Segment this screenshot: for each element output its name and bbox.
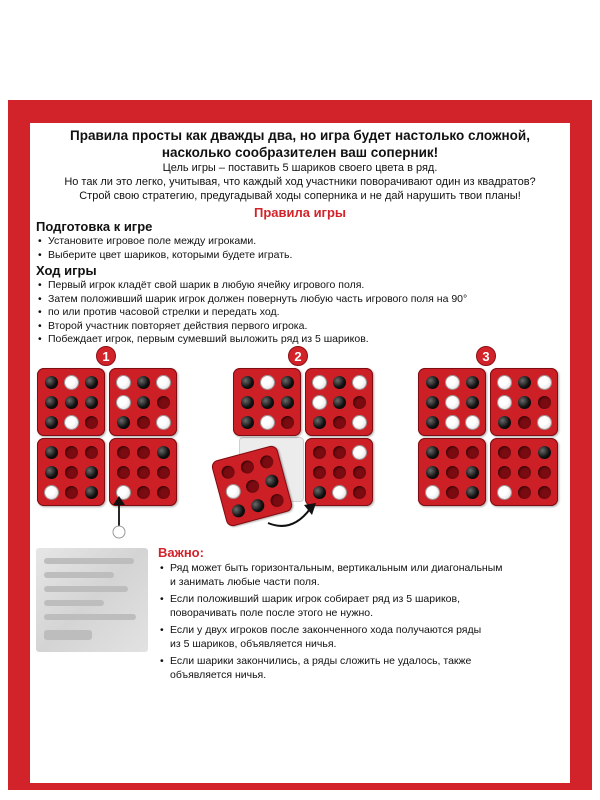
white-ball bbox=[261, 416, 274, 429]
board-cell bbox=[462, 442, 482, 462]
black-ball bbox=[65, 396, 78, 409]
step1-quadrant-1 bbox=[37, 368, 105, 436]
board-cell bbox=[422, 372, 442, 392]
board-cell bbox=[133, 372, 153, 392]
empty-hole bbox=[85, 446, 98, 459]
step3-quadrant-4 bbox=[490, 438, 558, 506]
board-cell bbox=[309, 412, 329, 432]
board-cell bbox=[514, 482, 534, 502]
empty-hole bbox=[538, 396, 551, 409]
black-ball bbox=[45, 376, 58, 389]
list-item: • Первый игрок кладёт свой шарик в любую ячейку игрового поля. bbox=[36, 279, 467, 293]
board-cell bbox=[442, 412, 462, 432]
prep-heading: Подготовка к игре bbox=[36, 219, 153, 234]
list-item bbox=[158, 655, 558, 682]
board-cell bbox=[81, 462, 101, 482]
important-heading: Важно: bbox=[158, 545, 204, 560]
black-ball bbox=[518, 376, 531, 389]
board-cell bbox=[41, 372, 61, 392]
white-ball bbox=[466, 416, 479, 429]
board-cell bbox=[462, 412, 482, 432]
list-item-line: из 5 шариков, объявляется ничья. bbox=[170, 637, 337, 650]
board-cell bbox=[349, 392, 369, 412]
empty-hole bbox=[137, 486, 150, 499]
board-cell bbox=[534, 392, 554, 412]
empty-hole bbox=[220, 464, 236, 480]
white-ball bbox=[446, 376, 459, 389]
empty-hole bbox=[65, 446, 78, 459]
black-ball bbox=[426, 416, 439, 429]
board-cell bbox=[61, 462, 81, 482]
empty-hole bbox=[446, 446, 459, 459]
white-ball bbox=[446, 416, 459, 429]
black-ball bbox=[426, 446, 439, 459]
white-ball bbox=[157, 416, 170, 429]
empty-hole bbox=[518, 486, 531, 499]
board-cell bbox=[349, 442, 369, 462]
empty-hole bbox=[446, 466, 459, 479]
board-cell bbox=[514, 442, 534, 462]
black-ball bbox=[498, 416, 511, 429]
board-cell bbox=[257, 412, 277, 432]
empty-hole bbox=[353, 486, 366, 499]
board-cell bbox=[133, 392, 153, 412]
black-ball bbox=[518, 396, 531, 409]
board-cell bbox=[133, 462, 153, 482]
list-item-line: Если положивший шарик игрок собирает ряд из 5 шариков, bbox=[170, 593, 461, 605]
white-ball bbox=[333, 486, 346, 499]
board-cell bbox=[81, 372, 101, 392]
empty-hole bbox=[313, 446, 326, 459]
white-ball bbox=[353, 376, 366, 389]
board-cell bbox=[41, 442, 61, 462]
white-ball bbox=[65, 416, 78, 429]
step-2-badge: 2 bbox=[288, 346, 308, 366]
board-cell bbox=[494, 392, 514, 412]
empty-hole bbox=[137, 446, 150, 459]
black-ball bbox=[263, 473, 279, 489]
board-cell bbox=[442, 442, 462, 462]
board-cell bbox=[442, 392, 462, 412]
black-ball bbox=[157, 446, 170, 459]
empty-hole bbox=[333, 446, 346, 459]
list-item-line: Если шарики закончились, а ряды сложить не удалось, также bbox=[170, 655, 472, 667]
black-ball bbox=[261, 396, 274, 409]
board-cell bbox=[309, 372, 329, 392]
board-cell bbox=[237, 412, 257, 432]
board-cell bbox=[113, 412, 133, 432]
board-cell bbox=[61, 482, 81, 502]
white-ball bbox=[313, 376, 326, 389]
list-item bbox=[158, 624, 558, 651]
empty-hole bbox=[333, 466, 346, 479]
list-item bbox=[36, 306, 467, 320]
board-cell bbox=[329, 372, 349, 392]
empty-hole bbox=[518, 446, 531, 459]
black-ball bbox=[45, 416, 58, 429]
black-ball bbox=[241, 416, 254, 429]
black-ball bbox=[45, 396, 58, 409]
board-cell bbox=[422, 442, 442, 462]
board-cell bbox=[61, 412, 81, 432]
empty-hole bbox=[157, 486, 170, 499]
white-ball bbox=[65, 376, 78, 389]
board-cell bbox=[41, 482, 61, 502]
board-cell bbox=[494, 482, 514, 502]
board-cell bbox=[41, 412, 61, 432]
board-cell bbox=[153, 372, 173, 392]
board-cell bbox=[113, 392, 133, 412]
empty-hole bbox=[258, 454, 274, 470]
prep-list bbox=[36, 235, 292, 262]
board-cell bbox=[309, 462, 329, 482]
black-ball bbox=[85, 466, 98, 479]
board-cell bbox=[494, 412, 514, 432]
board-cell bbox=[309, 392, 329, 412]
board-cell bbox=[113, 372, 133, 392]
board-cell bbox=[153, 412, 173, 432]
board-cell bbox=[277, 412, 297, 432]
empty-hole bbox=[137, 416, 150, 429]
moves-heading: Ход игры bbox=[36, 263, 97, 278]
board-cell bbox=[81, 442, 101, 462]
empty-hole bbox=[466, 446, 479, 459]
list-item-line: Ряд может быть горизонтальным, вертикальным или диагональным bbox=[170, 562, 503, 574]
step3-quadrant-1 bbox=[418, 368, 486, 436]
board-cell bbox=[277, 372, 297, 392]
board-cell bbox=[61, 442, 81, 462]
board-cell bbox=[153, 462, 173, 482]
board-cell bbox=[514, 392, 534, 412]
list-item-line: и занимать любые части поля. bbox=[170, 575, 320, 588]
board-cell bbox=[257, 372, 277, 392]
empty-hole bbox=[538, 466, 551, 479]
list-item: • Второй участник повторяет действия первого игрока. bbox=[36, 320, 467, 334]
empty-hole bbox=[281, 416, 294, 429]
board-cell bbox=[462, 392, 482, 412]
board-cell bbox=[349, 372, 369, 392]
board-cell bbox=[514, 372, 534, 392]
board-cell bbox=[494, 462, 514, 482]
board-cell bbox=[534, 372, 554, 392]
white-ball bbox=[498, 396, 511, 409]
board-cell bbox=[514, 412, 534, 432]
board-cell bbox=[113, 462, 133, 482]
intro-block bbox=[30, 127, 570, 203]
white-ball bbox=[353, 416, 366, 429]
empty-hole bbox=[333, 416, 346, 429]
empty-hole bbox=[353, 466, 366, 479]
board-cell bbox=[277, 392, 297, 412]
board-cell bbox=[329, 482, 349, 502]
empty-hole bbox=[518, 466, 531, 479]
step1-quadrant-3 bbox=[37, 438, 105, 506]
list-item bbox=[158, 562, 558, 589]
empty-hole bbox=[239, 459, 255, 475]
blurred-product-image bbox=[36, 548, 148, 652]
white-ball bbox=[313, 396, 326, 409]
empty-hole bbox=[157, 396, 170, 409]
board-cell bbox=[534, 412, 554, 432]
moves-list bbox=[36, 279, 467, 347]
black-ball bbox=[85, 396, 98, 409]
board-cell bbox=[41, 462, 61, 482]
empty-hole bbox=[538, 486, 551, 499]
board-cell bbox=[81, 482, 101, 502]
black-ball bbox=[466, 486, 479, 499]
list-item: • Побеждает игрок, первым сумевший выложить ряд из 5 шариков. bbox=[36, 333, 467, 347]
board-cell bbox=[349, 412, 369, 432]
empty-hole bbox=[65, 466, 78, 479]
empty-hole bbox=[313, 466, 326, 479]
empty-hole bbox=[498, 466, 511, 479]
board-cell bbox=[113, 442, 133, 462]
white-ball bbox=[117, 396, 130, 409]
black-ball bbox=[426, 396, 439, 409]
black-ball bbox=[45, 466, 58, 479]
list-item-line: поворачивать поле после этого не нужно. bbox=[170, 606, 374, 619]
board-cell bbox=[422, 462, 442, 482]
empty-hole bbox=[244, 478, 260, 494]
board-cell bbox=[422, 412, 442, 432]
board-cell bbox=[349, 462, 369, 482]
board-cell bbox=[534, 482, 554, 502]
empty-hole bbox=[117, 446, 130, 459]
white-ball bbox=[157, 376, 170, 389]
list-item: • Затем положивший шарик игрок должен повернуть любую часть игрового поля на 90° bbox=[36, 293, 467, 307]
black-ball bbox=[117, 416, 130, 429]
black-ball bbox=[45, 446, 58, 459]
board-cell bbox=[442, 462, 462, 482]
board-cell bbox=[153, 442, 173, 462]
black-ball bbox=[85, 376, 98, 389]
step1-quadrant-2 bbox=[109, 368, 177, 436]
intro-strategy: Строй свою стратегию, предугадывай ходы соперника и не дай нарушить твои планы! bbox=[79, 190, 521, 202]
board-cell bbox=[462, 372, 482, 392]
board-cell bbox=[237, 372, 257, 392]
board-cell bbox=[133, 412, 153, 432]
list-item bbox=[158, 593, 558, 620]
board-cell bbox=[514, 462, 534, 482]
empty-hole bbox=[117, 466, 130, 479]
white-ball bbox=[45, 486, 58, 499]
board-cell bbox=[422, 482, 442, 502]
white-ball bbox=[426, 486, 439, 499]
white-ball bbox=[446, 396, 459, 409]
board-cell bbox=[534, 462, 554, 482]
black-ball bbox=[426, 466, 439, 479]
empty-hole bbox=[85, 416, 98, 429]
board-cell bbox=[329, 392, 349, 412]
black-ball bbox=[137, 376, 150, 389]
step2-quadrant-2 bbox=[305, 368, 373, 436]
headline-line-2: насколько сообразителен ваш соперник! bbox=[161, 145, 439, 160]
board-cell bbox=[329, 462, 349, 482]
black-ball bbox=[241, 396, 254, 409]
board-cell bbox=[422, 392, 442, 412]
board-cell bbox=[81, 392, 101, 412]
black-ball bbox=[241, 376, 254, 389]
black-ball bbox=[281, 396, 294, 409]
board-cell bbox=[237, 392, 257, 412]
board-cell bbox=[329, 442, 349, 462]
board-cell bbox=[494, 372, 514, 392]
list-item-line: объявляется ничья. bbox=[170, 668, 267, 681]
black-ball bbox=[230, 503, 246, 519]
black-ball bbox=[333, 376, 346, 389]
board-cell bbox=[153, 392, 173, 412]
board-cell bbox=[309, 442, 329, 462]
step3-quadrant-3 bbox=[418, 438, 486, 506]
headline-line-1: Правила просты как дважды два, но игра будет настолько сложной, bbox=[70, 128, 530, 143]
black-ball bbox=[466, 396, 479, 409]
list-item: • Выберите цвет шариков, которыми будете играть. bbox=[36, 249, 292, 263]
board-cell bbox=[133, 482, 153, 502]
black-ball bbox=[333, 396, 346, 409]
white-ball bbox=[538, 416, 551, 429]
step-1-badge: 1 bbox=[96, 346, 116, 366]
board-cell bbox=[534, 442, 554, 462]
black-ball bbox=[466, 466, 479, 479]
list-item-line: Если у двух игроков после законченного хода получаются ряды bbox=[170, 624, 482, 636]
empty-hole bbox=[65, 486, 78, 499]
board-cell bbox=[61, 372, 81, 392]
white-ball bbox=[538, 376, 551, 389]
board-cell bbox=[133, 442, 153, 462]
white-ball bbox=[498, 376, 511, 389]
white-ball bbox=[117, 376, 130, 389]
black-ball bbox=[538, 446, 551, 459]
board-cell bbox=[257, 392, 277, 412]
empty-hole bbox=[157, 466, 170, 479]
black-ball bbox=[466, 376, 479, 389]
empty-hole bbox=[137, 466, 150, 479]
black-ball bbox=[85, 486, 98, 499]
white-ball bbox=[498, 486, 511, 499]
list-item: • Установите игровое поле между игроками. bbox=[36, 235, 292, 249]
black-ball bbox=[137, 396, 150, 409]
board-cell bbox=[329, 412, 349, 432]
board-cell bbox=[442, 482, 462, 502]
list-item-continuation: по или против часовой стрелки и передать ход. bbox=[48, 306, 280, 318]
board-cell bbox=[442, 372, 462, 392]
board-cell bbox=[153, 482, 173, 502]
white-ball bbox=[353, 446, 366, 459]
step2-quadrant-1 bbox=[233, 368, 301, 436]
black-ball bbox=[281, 376, 294, 389]
step-3-badge: 3 bbox=[476, 346, 496, 366]
rules-title: Правила игры bbox=[253, 205, 347, 220]
empty-hole bbox=[446, 486, 459, 499]
empty-hole bbox=[518, 416, 531, 429]
empty-hole bbox=[498, 446, 511, 459]
empty-hole bbox=[353, 396, 366, 409]
board-cell bbox=[41, 392, 61, 412]
board-cell bbox=[349, 482, 369, 502]
rotate-arrow-icon bbox=[262, 495, 322, 535]
board-cell bbox=[462, 462, 482, 482]
board-cell bbox=[61, 392, 81, 412]
board-cell bbox=[81, 412, 101, 432]
board-cell bbox=[462, 482, 482, 502]
intro-question: Но так ли это легко, учитывая, что каждый ход участники поворачивают один из квадратов? bbox=[64, 176, 536, 188]
black-ball bbox=[426, 376, 439, 389]
place-ball-arrow-icon bbox=[108, 496, 130, 540]
step3-quadrant-2 bbox=[490, 368, 558, 436]
board-cell bbox=[494, 442, 514, 462]
white-ball bbox=[225, 483, 241, 499]
goal-text: Цель игры – поставить 5 шариков своего цвета в ряд. bbox=[162, 162, 438, 174]
white-ball bbox=[261, 376, 274, 389]
black-ball bbox=[313, 416, 326, 429]
important-list bbox=[158, 562, 558, 686]
